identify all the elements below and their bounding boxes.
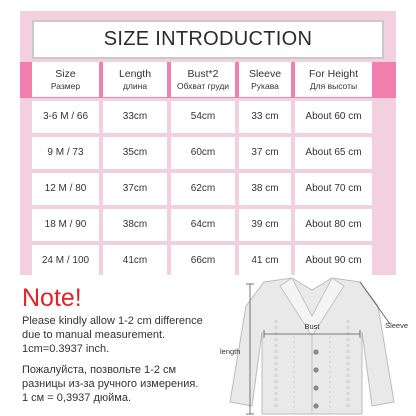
cell-bust: 60cm: [171, 137, 235, 169]
note-text-en: due to manual measurement.: [22, 329, 166, 341]
cell-sleeve: 37 cm: [239, 137, 291, 169]
cell-height: About 90 cm: [295, 245, 372, 277]
cell-bust: 66cm: [171, 245, 235, 277]
cell-length: 33cm: [103, 101, 167, 133]
column-header-height: For Height Для высоты: [295, 62, 372, 97]
cell-size: 9 M / 73: [32, 137, 99, 169]
cell-length: 37cm: [103, 173, 167, 205]
note-text-ru: Пожалуйста, позвольте 1-2 см: [22, 364, 177, 376]
note-text-ru: 1 см = 0,3937 дюйма.: [22, 392, 132, 404]
sleeve-label: Sleeve: [385, 321, 408, 330]
column-header-size: Size Размер: [32, 62, 99, 97]
cell-height: About 80 cm: [295, 209, 372, 241]
cell-bust: 64cm: [171, 209, 235, 241]
column-header-bust: Bust*2 Обхват груди: [171, 62, 235, 97]
cell-size: 3-6 M / 66: [32, 101, 99, 133]
length-label: length: [220, 347, 241, 356]
column-header-length: Length длина: [103, 62, 167, 97]
cell-size: 24 M / 100: [32, 245, 99, 277]
cell-sleeve: 38 cm: [239, 173, 291, 205]
knit-cardigan-icon: [230, 278, 394, 414]
cell-bust: 62cm: [171, 173, 235, 205]
note-text-en: 1cm=0.3937 inch.: [22, 343, 110, 355]
cell-height: About 65 cm: [295, 137, 372, 169]
cell-size: 12 M / 80: [32, 173, 99, 205]
note-text-en: Please kindly allow 1-2 cm difference: [22, 315, 203, 327]
table-row: [32, 137, 372, 169]
table-row: [32, 173, 372, 205]
column-header-sleeve: Sleeve Рукава: [239, 62, 291, 97]
note-text-ru: разницы из-за ручного измерения.: [22, 378, 199, 390]
bust-label: Bust: [304, 322, 320, 331]
title-box: [32, 20, 384, 59]
note-title: Note!: [22, 284, 82, 312]
cell-size: 18 M / 90: [32, 209, 99, 241]
cell-length: 41cm: [103, 245, 167, 277]
cell-height: About 60 cm: [295, 101, 372, 133]
cell-height: About 70 cm: [295, 173, 372, 205]
table-row: [32, 101, 372, 133]
cell-length: 35cm: [103, 137, 167, 169]
cell-sleeve: 33 cm: [239, 101, 291, 133]
cell-bust: 54cm: [171, 101, 235, 133]
table-row: [32, 245, 372, 277]
measurement-illustration: [212, 276, 412, 416]
cell-length: 38cm: [103, 209, 167, 241]
page-title: SIZE INTRODUCTION: [103, 28, 313, 50]
cell-sleeve: 39 cm: [239, 209, 291, 241]
table-header-row: [32, 62, 372, 97]
table-row: [32, 209, 372, 241]
cell-sleeve: 41 cm: [239, 245, 291, 277]
size-table: [28, 58, 376, 281]
